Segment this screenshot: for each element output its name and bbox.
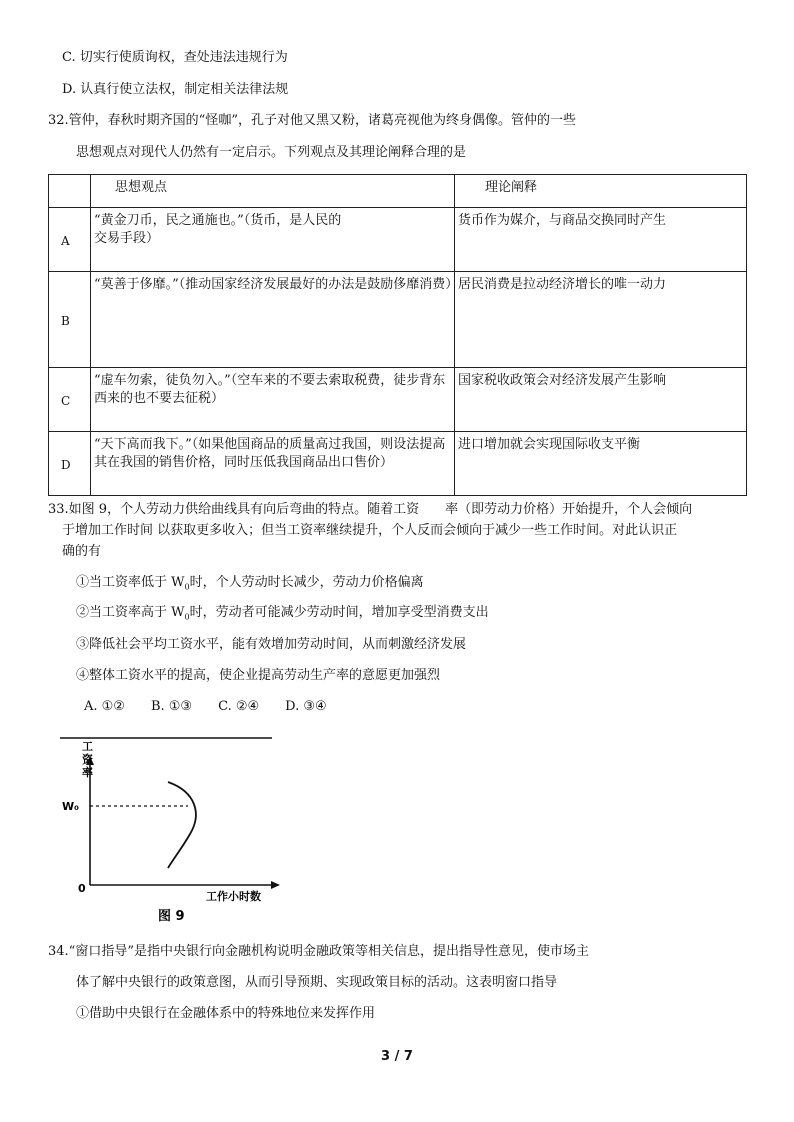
row-label: B [49, 272, 91, 368]
q33-item-2 [76, 604, 489, 627]
w0-subscript: 0 [184, 582, 190, 592]
header-idea-cell: 思想观点 [91, 175, 455, 208]
row-idea: “天下高而我下。”（如果他国商品的质量高过我国，则设法提高其在我国的销售价格，同时压低我国商品出口售价） [91, 432, 455, 496]
q33-stem-line3: 确的有 [62, 544, 102, 559]
labor-supply-curve [168, 782, 196, 868]
x-axis-arrowhead [271, 881, 280, 889]
figure-9 [56, 734, 296, 938]
q33-stem-line1: 33.如图 9，个人劳动力供给曲线具有向后弯曲的特点。随着工资 率（即劳动力价格）开始提升，个人会倾向 [48, 502, 693, 517]
q31-option-c: C. 切实行使质询权，查处违法违规行为 [62, 50, 288, 65]
q33-options: A. ①② B. ①③ C. ②④ D. ③④ [84, 699, 327, 714]
row-theory: 居民消费是拉动经济增长的唯一动力 [455, 272, 747, 368]
row-label: D [49, 432, 91, 496]
q34-item-1: ①借助中央银行在金融体系中的特殊地位来发挥作用 [76, 1006, 376, 1021]
header-label-cell [49, 175, 91, 208]
table-header-row [49, 175, 747, 208]
page-number: 3 / 7 [381, 1049, 413, 1064]
row-label: C [49, 368, 91, 432]
q33-item-2-post: 时，劳动者可能减少劳动时间，增加享受型消费支出 [189, 605, 489, 620]
table-row [49, 208, 747, 272]
q34-stem-line2: 体了解中央银行的政策意图，从而引导预期、实现政策目标的活动。这表明窗口指导 [76, 975, 558, 990]
row-label: A [49, 208, 91, 272]
row-theory: 进口增加就会实现国际收支平衡 [455, 432, 747, 496]
x-label: 工作小时数 [206, 890, 261, 903]
figure-9-svg [56, 734, 296, 934]
q33-item-1 [76, 574, 424, 597]
y-label-char-2: 资 [82, 753, 93, 766]
q33-item-3: ③降低社会平均工资水平，能有效增加劳动时间，从而刺激经济发展 [76, 637, 467, 652]
row-idea-text: “黄金刀币，民之通施也。”（货币，是人民的 交易手段） [94, 213, 342, 246]
row-theory: 国家税收政策会对经济发展产生影响 [455, 368, 747, 432]
q33-item-1-pre: ①当工资率低于 W [76, 575, 185, 590]
row-idea [91, 208, 455, 272]
y-label-char-3: 率 [82, 766, 93, 779]
q33-item-2-pre: ②当工资率高于 W [76, 605, 185, 620]
w0-label: W₀ [62, 800, 79, 813]
q32-table [48, 174, 747, 496]
header-theory-cell: 理论阐释 [455, 175, 747, 208]
row-idea: “虚车勿索，徒负勿入。”（空车来的不要去索取税费，徒步背东西来的也不要去征税） [91, 368, 455, 432]
q33-item-1-post: 时，个人劳动时长减少，劳动力价格偏离 [189, 575, 424, 590]
q33-item-4: ④整体工资水平的提高，使企业提高劳动生产率的意愿更加强烈 [76, 668, 441, 683]
q31-option-d: D. 认真行使立法权，制定相关法律法规 [62, 82, 289, 97]
q33-stem-line2: 于增加工作时间 以获取更多收入；但当工资率继续提升，个人反而会倾向于减少一些工作时间。对此认识正 [62, 523, 678, 538]
q34-stem-line1: 34.“窗口指导”是指中央银行向金融机构说明金融政策等相关信息，提出指导性意见，使市场主 [48, 944, 589, 959]
figure-caption: 图 9 [158, 909, 185, 924]
row-theory: 货币作为媒介，与商品交换同时产生 [455, 208, 747, 272]
table-row [49, 368, 747, 432]
table-row [49, 272, 747, 368]
q32-stem-line1: 32.管仲，春秋时期齐国的“怪咖”，孔子对他又黑又粉，诸葛亮视他为终身偶像。管仲的一些 [48, 113, 576, 128]
w0-subscript: 0 [184, 612, 190, 622]
table-row [49, 432, 747, 496]
y-label-char-1: 工 [82, 740, 93, 753]
q32-stem-line2: 思想观点对现代人仍然有一定启示。下列观点及其理论阐释合理的是 [76, 145, 467, 160]
row-idea: “莫善于侈靡。”（推动国家经济发展最好的办法是鼓励侈靡消费） [91, 272, 455, 368]
origin-label: 0 [78, 882, 86, 895]
